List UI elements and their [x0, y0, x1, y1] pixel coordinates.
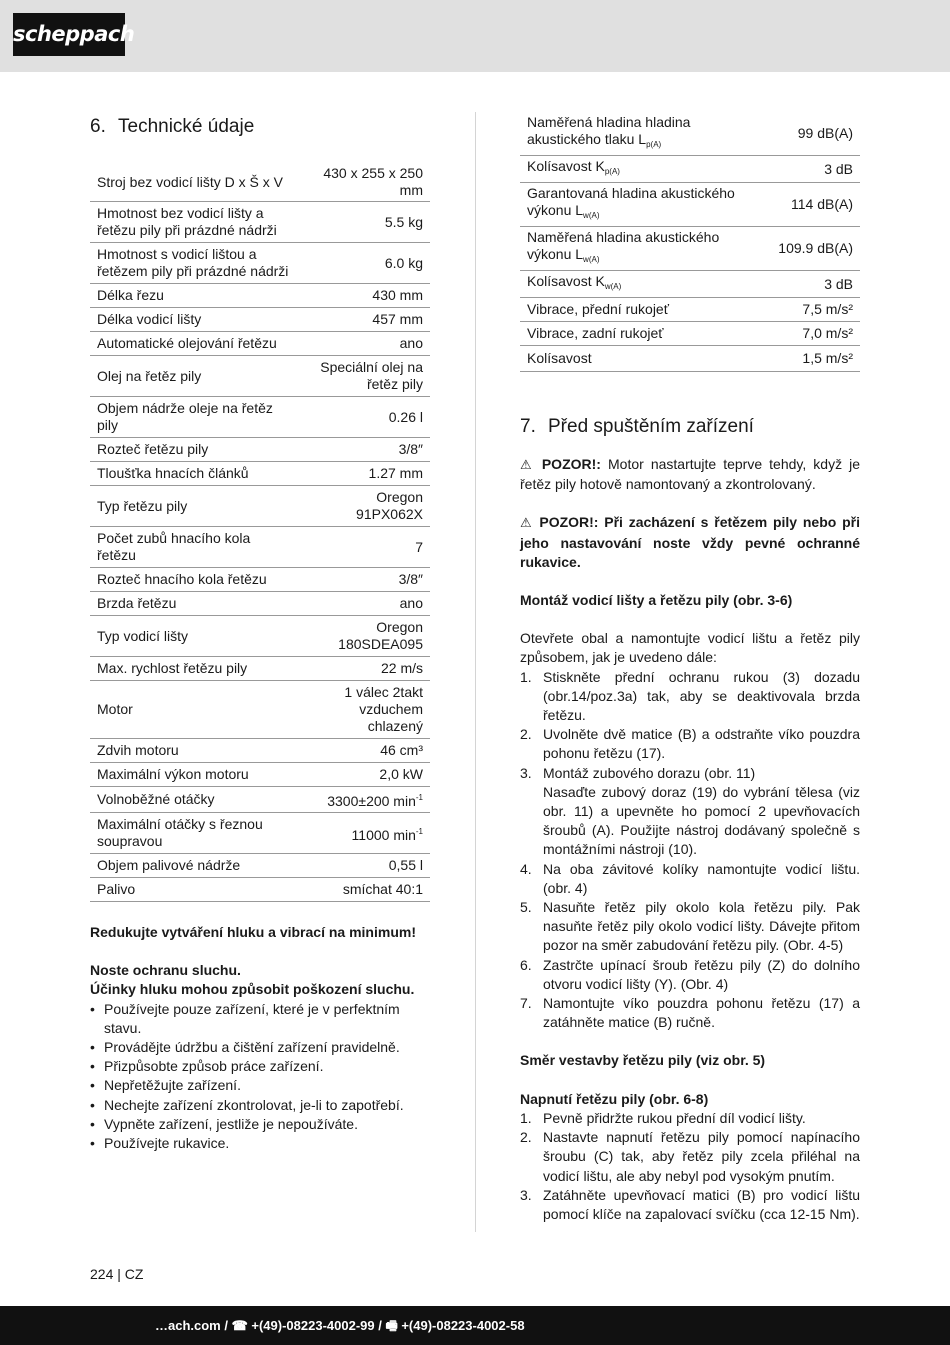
list-item: 4. Na oba závitové kolíky namontujte vodicí lištu. (obr. 4)	[520, 860, 860, 896]
table-row	[90, 397, 430, 438]
table-row	[90, 163, 430, 202]
table-row	[90, 681, 430, 739]
table-row	[90, 202, 430, 243]
spec-label: Délka vodicí lišty	[90, 308, 300, 332]
list-item: • Provádějte údržbu a čištění zařízení pravidelně.	[90, 1038, 430, 1057]
table-row	[90, 438, 430, 462]
spec-label: Objem nádrže oleje na řetěz pily	[90, 397, 300, 438]
mount-heading: Montáž vodicí lišty a řetězu pily (obr. 3-6)	[520, 592, 793, 609]
table-row	[90, 878, 430, 902]
spec-value: 46 cm³	[300, 739, 430, 763]
table-row: Kolísavost $K_{p(A)}$ 3 dB	[520, 156, 860, 183]
spec-value: 430 mm	[300, 284, 430, 308]
spec-label: Hmotnost s vodicí lištou a řetězem pily při prázdné nádrži	[90, 243, 300, 284]
spec-label: Volnoběžné otáčky	[90, 787, 300, 813]
table-row	[90, 462, 430, 486]
tension-heading: Napnutí řetězu pily (obr. 6-8)	[520, 1090, 709, 1107]
warning-icon: ⚠	[520, 516, 534, 532]
spec-value: 1 válec 2takt vzduchem chlazený	[300, 681, 430, 739]
spec-value: 1.27 mm	[300, 462, 430, 486]
right-column	[520, 112, 860, 1224]
list-item: 7. Namontujte víko pouzdra pohonu řetězu (17) a zatáhněte matice (B) ručně.	[520, 995, 860, 1031]
tension-steps-list	[520, 1109, 860, 1224]
noise-heading: Redukujte vytváření hluku a vibrací na minimum!	[90, 924, 416, 940]
warning-2: ⚠ POZOR!: Při zacházení s řetězem pily nebo při jeho nastavování noste vždy pevné ochranné rukavice.	[520, 514, 860, 570]
spec-value: 3/8″	[300, 568, 430, 592]
mount-steps-list	[520, 668, 860, 1033]
acoustics-table	[520, 112, 860, 372]
table-row	[90, 813, 430, 854]
spec-label: Automatické olejování řetězu	[90, 332, 300, 356]
header-bar	[0, 0, 950, 72]
spec-value: ano	[300, 332, 430, 356]
list-item: • Nechejte zařízení zkontrolovat, je-li to zapotřebí.	[90, 1096, 430, 1115]
table-row	[90, 568, 430, 592]
table-row: Naměřená hladina akustického výkonu $L_{w(A)}$ 109.9 dB(A)	[520, 227, 860, 271]
spec-label: Brzda řetězu	[90, 592, 300, 616]
warning-1: ⚠ POZOR!: Motor nastartujte teprve tehdy, když je řetěz pily hotově namontovaný a zkontrolovaný.	[520, 456, 861, 493]
spec-value: ano	[300, 592, 430, 616]
spec-label: Maximální výkon motoru	[90, 763, 300, 787]
list-item: 6. Zastrčte upínací šroub řetězu pily (Z) do dolního otvoru vodicí lišty (Y). (Obr. 4)	[520, 956, 860, 992]
spec-label: Typ řetězu pily	[90, 486, 300, 527]
spec-value: Speciální olej na řetěz pily	[300, 356, 430, 397]
table-row	[90, 787, 430, 813]
table-row: Naměřená hladina hladina akustického tlaku $L_{p(A)}$ 99 dB(A)	[520, 112, 860, 156]
table-row: Kolísavost $K_{w(A)}$ 3 dB	[520, 271, 860, 298]
list-item: 5. Nasuňte řetěz pily okolo kola řetězu pily. Pak nasuňte řetěz pily okolo vodicí lišty. Dávejte přitom pozor na směr zabudování řetězu pily. (Obr. 4-5)	[520, 899, 860, 954]
spec-value: 6.0 kg	[300, 243, 430, 284]
list-item: • Používejte rukavice.	[90, 1134, 430, 1153]
table-row	[90, 854, 430, 878]
footer-contact: …ach.com / ☎ +(49)-08223-4002-99 / 🖷 +(49)-08223-4002-58	[155, 1318, 525, 1333]
noise-damage-heading: Účinky hluku mohou způsobit poškození sluchu.	[90, 981, 415, 998]
spec-value: 457 mm	[300, 308, 430, 332]
list-item: • Používejte pouze zařízení, které je v perfektním stavu.	[90, 1000, 430, 1038]
spec-value: 0.26 l	[300, 397, 430, 438]
list-item: 3. Zatáhněte upevňovací matici (B) pro vodicí lištu pomocí klíče na zapalovací svíčku (cca 12-15 Nm).	[520, 1186, 860, 1222]
table-row	[90, 284, 430, 308]
spec-label: Objem palivové nádrže	[90, 854, 300, 878]
technical-spec-table	[90, 163, 430, 902]
table-row	[90, 592, 430, 616]
spec-label: Rozteč hnacího kola řetězu	[90, 568, 300, 592]
brand-logo: scheppach	[13, 13, 125, 56]
spec-value: 0,55 l	[300, 854, 430, 878]
mount-intro: Otevřete obal a namontujte vodicí lištu a řetěz pily způsobem, jak je uvedeno dále:	[520, 630, 860, 666]
table-row: Vibrace, zadní rukojeť 7,0 m/s²	[520, 322, 860, 346]
spec-value: 22 m/s	[300, 657, 430, 681]
spec-label: Hmotnost bez vodicí lišty a řetězu pily při prázdné nádrži	[90, 202, 300, 243]
spec-value: 3300±200 $\min^{-1}$	[300, 787, 430, 813]
spec-value: 11000 $\min^{-1}$	[300, 813, 430, 854]
left-column	[90, 112, 430, 1153]
spec-value: Oregon 91PX062X	[300, 486, 430, 527]
footer-bar	[0, 1306, 950, 1345]
section-7-heading: 7. Před spuštěním zařízení	[520, 416, 754, 437]
list-item: • Nepřetěžujte zařízení.	[90, 1076, 430, 1095]
table-row	[90, 616, 430, 657]
table-row	[90, 739, 430, 763]
spec-label: Motor	[90, 681, 300, 739]
spec-value: 430 x 255 x 250 mm	[300, 163, 430, 202]
table-row: Garantovaná hladina akustického výkonu $L_{w(A)}$ 114 dB(A)	[520, 183, 860, 227]
ear-protection-heading: Noste ochranu sluchu.	[90, 962, 241, 979]
table-row	[90, 332, 430, 356]
spec-label: Délka řezu	[90, 284, 300, 308]
spec-value: 3/8″	[300, 438, 430, 462]
spec-value: 7	[300, 527, 430, 568]
spec-value: 2,0 kW	[300, 763, 430, 787]
list-item: 2. Uvolněte dvě matice (B) a odstraňte víko pouzdra pohonu řetězu (17).	[520, 726, 860, 762]
spec-label: Max. rychlost řetězu pily	[90, 657, 300, 681]
table-row	[90, 486, 430, 527]
list-item: 3. Montáž zubového dorazu (obr. 11) Nasaďte zubový doraz (19) do vybrání tělesa (viz obr. 11) a upevněte ho pomocí 2 upevňovacích šroubů (A). Použijte nástroj dodávaný společně s montážními nástroji (10).	[520, 764, 860, 858]
warning-icon: ⚠	[520, 458, 535, 473]
list-item: • Vypněte zařízení, jestliže je nepoužíváte.	[90, 1115, 430, 1134]
table-row	[90, 763, 430, 787]
spec-value: Oregon 180SDEA095	[300, 616, 430, 657]
spec-label: Maximální otáčky s řeznou soupravou	[90, 813, 300, 854]
spec-label: Typ vodicí lišty	[90, 616, 300, 657]
spec-label: Olej na řetěz pily	[90, 356, 300, 397]
table-row	[90, 243, 430, 284]
spec-label: Zdvih motoru	[90, 739, 300, 763]
spec-label: Počet zubů hnacího kola řetězu	[90, 527, 300, 568]
table-row: Vibrace, přední rukojeť 7,5 m/s²	[520, 298, 860, 322]
spec-label: Palivo	[90, 878, 300, 902]
spec-value: smíchat 40:1	[300, 878, 430, 902]
table-row	[90, 356, 430, 397]
noise-reduction-list	[90, 1000, 430, 1154]
table-row	[90, 527, 430, 568]
spec-label: Rozteč řetězu pily	[90, 438, 300, 462]
spec-label: Tloušťka hnacích článků	[90, 462, 300, 486]
table-row: Kolísavost 1,5 m/s²	[520, 346, 860, 372]
list-item: • Přizpůsobte způsob práce zařízení.	[90, 1057, 430, 1076]
spec-label: Stroj bez vodicí lišty D x Š x V	[90, 163, 300, 202]
page-number: 224 | CZ	[90, 1266, 144, 1282]
table-row	[90, 308, 430, 332]
table-row	[90, 657, 430, 681]
list-item: 2. Nastavte napnutí řetězu pily pomocí napínacího šroubu (C) tak, aby řetěz pily zcela přiléhal na vodicí lištu, ale aby nebyl pod vysokým pnutím.	[520, 1129, 860, 1184]
direction-heading: Směr vestavby řetězu pily (viz obr. 5)	[520, 1052, 766, 1069]
list-item: 1. Stiskněte přední ochranu rukou (3) dozadu (obr.14/poz.3a) tak, aby se deaktivovala brzda řetězu.	[520, 668, 860, 724]
column-divider	[475, 112, 476, 1232]
section-6-heading: 6. Technické údaje	[90, 116, 255, 137]
spec-value: 5.5 kg	[300, 202, 430, 243]
list-item: 1. Pevně přidržte rukou přední díl vodicí lišty.	[520, 1109, 806, 1126]
